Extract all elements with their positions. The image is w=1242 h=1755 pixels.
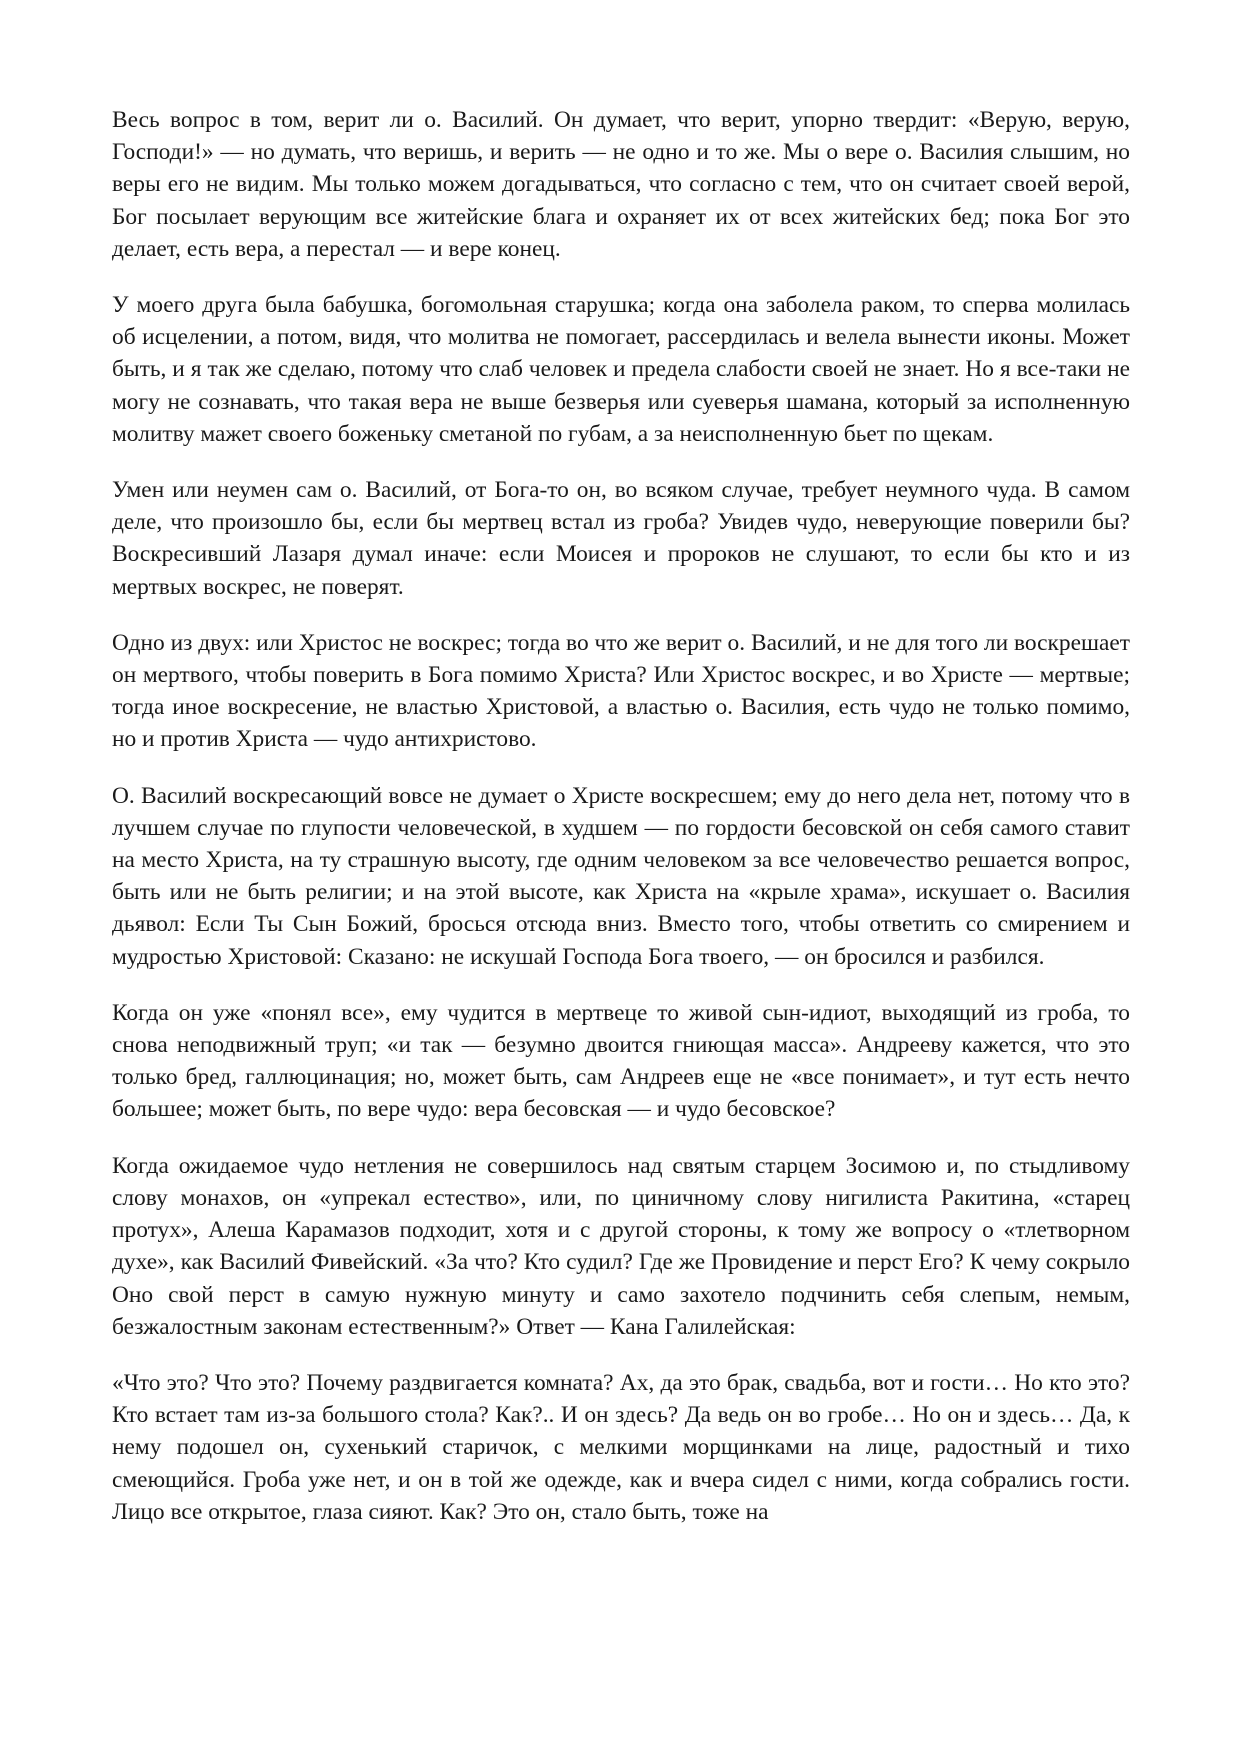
document-page (112, 104, 1130, 1552)
paragraph-2: У моего друга была бабушка, богомольная старушка; когда она заболела раком, то сперва молилась об исцелении, а потом, видя, что молитва не помогает, рассердилась и велела вынести иконы. Может быть, и я так же сделаю, потому что слаб человек и предела слабости своей не знает. Но я все-таки не могу не сознавать, что такая вера не выше безверья или суеверья шамана, который за исполненную молитву мажет своего боженьку сметаной по губам, а за неисполненную бьет по щекам. (112, 292, 1130, 447)
paragraph-5: О. Василий воскресающий вовсе не думает о Христе воскресшем; ему до него дела нет, потому что в лучшем случае по глупости человеческой, в худшем — по гордости бесовской он себя самого ставит на место Христа, на ту страшную высоту, где одним человеком за все человечество решается вопрос, быть или не быть религии; и на этой высоте, как Христа на «крыле храма», искушает о. Василия дьявол: Если Ты Сын Божий, бросься отсюда вниз. Вместо того, чтобы ответить со смирением и мудростью Христовой: Сказано: не искушай Господа Бога твоего, — он бросился и разбился. (112, 782, 1130, 970)
paragraph-6: Когда он уже «понял все», ему чудится в мертвеце то живой сын-идиот, выходящий из гроба, то снова неподвижный труп; «и так — безумно двоится гниющая масса». Андрееву кажется, что это только бред, галлюцинация; но, может быть, сам Андреев еще не «все понимает», и тут есть нечто большее; может быть, по вере чудо: вера бесовская — и чудо бесовское? (112, 999, 1130, 1123)
paragraph-8: «Что это? Что это? Почему раздвигается комната? Ах, да это брак, свадьба, вот и гости… Но кто это? Кто встает там из-за большого стола? Как?.. И он здесь? Да ведь он во гробе… Но он и здесь… Да, к нему подошел он, сухенький старичок, с мелкими морщинками на лице, радостный и тихо смеющийся. Гроба уже нет, и он в той же одежде, как и вчера сидел с ними, когда собрались гости. Лицо все открытое, глаза сияют. Как? Это он, стало быть, тоже на (112, 1369, 1130, 1525)
paragraph-3: Умен или неумен сам о. Василий, от Бога-то он, во всяком случае, требует неумного чуда. В самом деле, что произошло бы, если бы мертвец встал из гроба? Увидев чудо, неверующие поверили бы? Воскресивший Лазаря думал иначе: если Моисея и пророков не слушают, то если бы кто и из мертвых воскрес, не поверят. (112, 477, 1130, 600)
paragraph-1: Весь вопрос в том, верит ли о. Василий. Он думает, что верит, упорно твердит: «Верую, верую, Господи!» — но думать, что веришь, и верить — не одно и то же. Мы о вере о. Василия слышим, но веры его не видим. Мы только можем догадываться, что согласно с тем, что он считает своей верой, Бог посылает верующим все житейские блага и охраняет их от всех житейских бед; пока Бог это делает, есть вера, а перестал — и вере конец. (112, 107, 1130, 262)
paragraph-4: Одно из двух: или Христос не воскрес; тогда во что же верит о. Василий, и не для того ли воскрешает он мертвого, чтобы поверить в Бога помимо Христа? Или Христос воскрес, и во Христе — мертвые; тогда иное воскресение, не властью Христовой, а властью о. Василия, есть чудо не только помимо, но и против Христа — чудо антихристово. (112, 629, 1130, 753)
paragraph-7: Когда ожидаемое чудо нетления не совершилось над святым старцем Зосимою и, по стыдливому слову монахов, он «упрекал естество», или, по циничному слову нигилиста Ракитина, «старец протух», Алеша Карамазов подходит, хотя и с другой стороны, к тому же вопросу о «тлетворном духе», как Василий Фивейский. «За что? Кто судил? Где же Провидение и перст Его? К чему сокрыло Оно свой перст в самую нужную минуту и само захотело подчинить себя слепым, немым, безжалостным законам естественным?» Ответ — Кана Галилейская: (112, 1152, 1130, 1340)
